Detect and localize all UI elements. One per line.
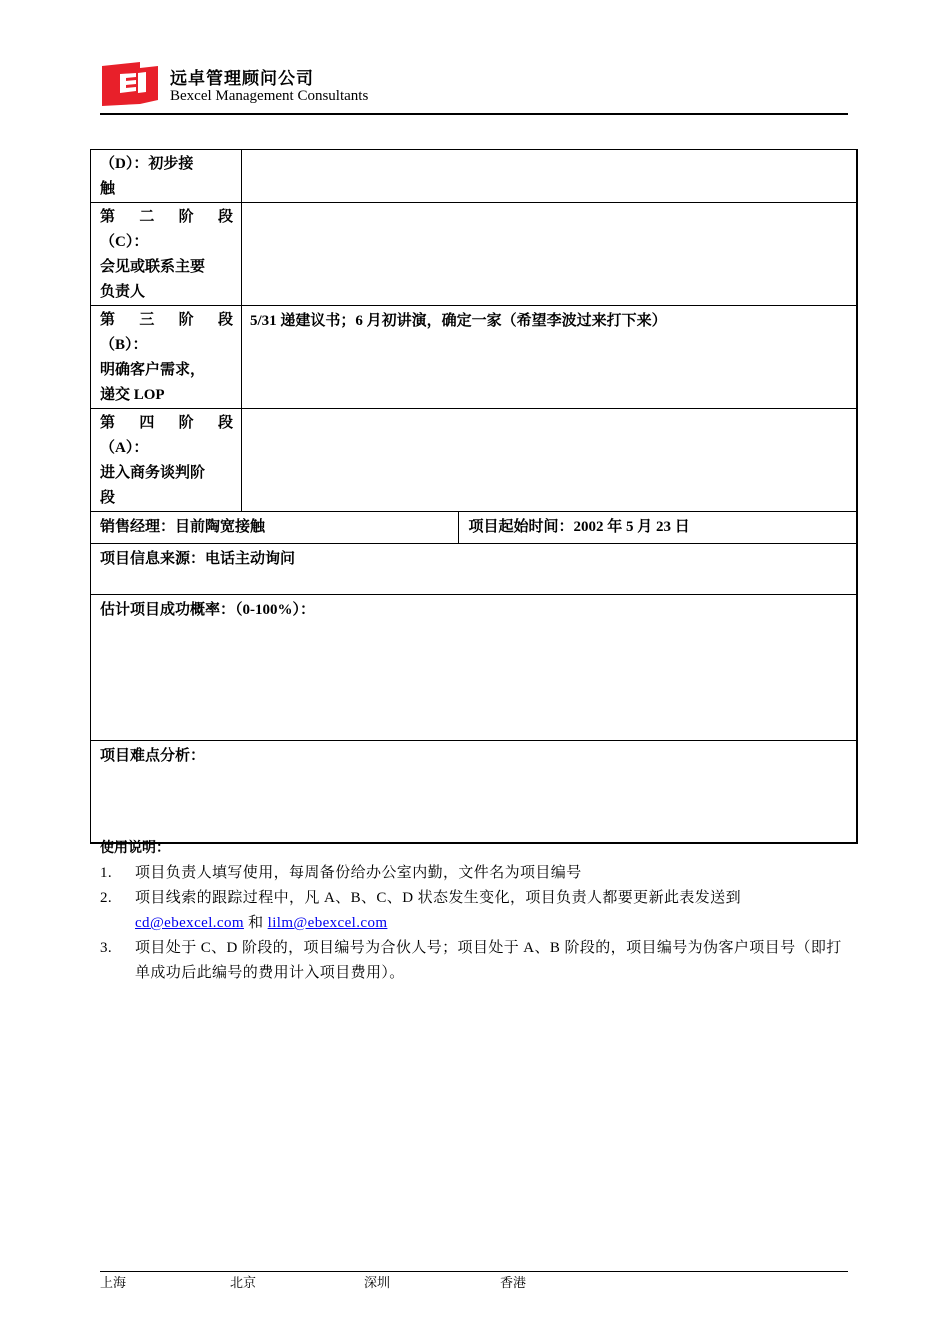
stage-row-b xyxy=(91,306,858,409)
footer-city-beijing: 北京 xyxy=(230,1276,257,1291)
company-name-cn: 远卓管理顾问公司 xyxy=(170,69,314,89)
stage-label-d: （D）：初步接 触 xyxy=(91,150,242,203)
usage-notes xyxy=(100,836,848,986)
footer-divider xyxy=(100,1271,848,1272)
bexcel-logo-icon xyxy=(100,60,160,108)
difficulty-row xyxy=(91,741,858,843)
stage-row-c xyxy=(91,203,858,306)
stage-row-d xyxy=(91,150,858,203)
info-source-row xyxy=(91,544,858,595)
note-item: 3. 项目处于 C、D 阶段的，项目编号为合伙人号；项目处于 A、B 阶段的，项目编号为伪客户项目号（即打单成功后此编号的费用计入项目费用）。 xyxy=(100,940,842,981)
notes-title: 使用说明： xyxy=(100,840,170,856)
company-name-en: Bexcel Management Consultants xyxy=(170,88,369,104)
success-rate-row xyxy=(91,595,858,741)
success-rate-field[interactable]: 估计项目成功概率：（0-100%）： xyxy=(91,595,858,741)
stage-content-c[interactable] xyxy=(242,203,858,306)
stage-label-a: 第 四 阶 段 （A）： 进入商务谈判阶 段 xyxy=(91,409,242,512)
footer-city-hongkong: 香港 xyxy=(500,1276,527,1291)
sales-manager-field[interactable]: 销售经理：目前陶宽接触 xyxy=(91,512,459,544)
stage-content-a[interactable] xyxy=(242,409,858,512)
footer-city-shenzhen: 深圳 xyxy=(364,1276,391,1291)
stage-content-b[interactable]: 5/31 递建议书；6 月初讲演，确定一家（希望李波过来打下来） xyxy=(242,306,858,409)
header-divider xyxy=(100,113,848,115)
email-link-lilm[interactable]: lilm@ebexcel.com xyxy=(267,915,388,931)
difficulty-field[interactable]: 项目难点分析： xyxy=(91,741,858,843)
email-link-cd[interactable]: cd@ebexcel.com xyxy=(135,915,244,931)
stage-content-d[interactable] xyxy=(242,150,858,203)
stage-row-a xyxy=(91,409,858,512)
manager-row xyxy=(91,512,858,544)
page-header xyxy=(100,58,848,116)
note-item: 2. 项目线索的跟踪过程中，凡 A、B、C、D 状态发生变化，项目负责人都要更新此表发送到 cd@ebexcel.com 和 lilm@ebexcel.com xyxy=(100,890,741,931)
stage-label-c: 第 二 阶 段 （C）： 会见或联系主要 负责人 xyxy=(91,203,242,306)
stage-label-b: 第 三 阶 段 （B）： 明确客户需求， 递交 LOP xyxy=(91,306,242,409)
info-source-field[interactable]: 项目信息来源：电话主动询问 xyxy=(91,544,858,595)
note-item: 1. 项目负责人填写使用，每周备份给办公室内勤，文件名为项目编号 xyxy=(100,865,582,881)
project-tracking-table xyxy=(90,149,858,844)
footer-city-shanghai: 上海 xyxy=(100,1276,127,1291)
start-time-field[interactable]: 项目起始时间：2002 年 5 月 23 日 xyxy=(459,512,857,544)
